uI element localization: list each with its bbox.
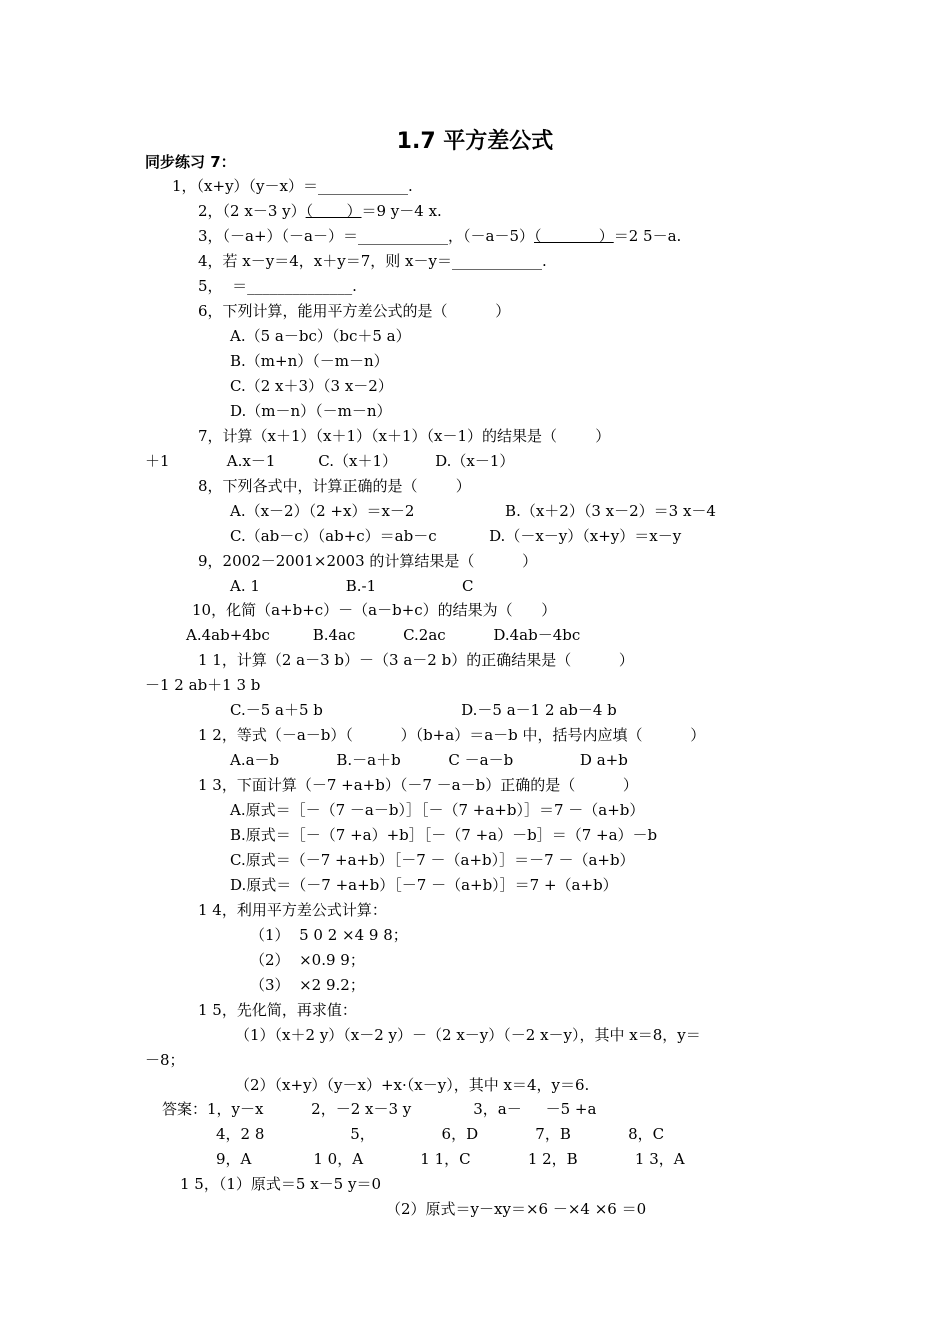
question-9-options: A. 1 B.-1 C — [230, 577, 474, 595]
answers-line-4: 1 5，（1）原式＝5 x－5 y＝0 — [180, 1175, 381, 1193]
section-subtitle: 同步练习 7： — [145, 153, 236, 171]
question-6: 6，下列计算，能用平方差公式的是（ ） — [198, 302, 511, 320]
question-14-part-3: （3） ×2 9.2； — [250, 976, 365, 994]
question-10: 10，化简（a+b+c）－（a－b+c）的结果为（ ） — [192, 601, 557, 619]
question-11-options-ab: －1 2 ab＋1 3 b — [145, 676, 261, 694]
question-8-options-ab: A.（x－2）（2 +x）＝x－2 B.（x＋2）（3 x－2）＝3 x－4 — [230, 502, 716, 520]
question-15-part-1: （1）（x＋2 y）（x－2 y）－（2 x－y）（－2 x－y），其中 x＝8，y＝ — [235, 1026, 701, 1044]
question-11-options-cd: C.－5 a＋5 b D.－5 a－1 2 ab－4 b — [230, 701, 617, 719]
question-15: 1 5，先化简，再求值： — [198, 1001, 357, 1019]
question-5: 5， ＝______________. — [198, 277, 357, 295]
answers-line-5: （2）原式＝y－xy＝×6 －×4 ×6 ＝0 — [386, 1200, 647, 1218]
question-4: 4，若 x－y＝4，x＋y＝7，则 x－y＝____________. — [198, 252, 547, 270]
question-8-options-cd: C.（ab－c）（ab+c）＝ab－c D.（－x－y）（x+y）＝x－y — [230, 527, 682, 545]
answers-line-2: 4，2 8 5， 6，D 7，B 8，C — [216, 1125, 665, 1143]
question-15-part-2: （2）（x+y）（y－x）+x·（x－y），其中 x＝4，y＝6. — [235, 1076, 590, 1094]
answers-line-3: 9，A 1 0，A 1 1，C 1 2，B 1 3，A — [216, 1150, 685, 1168]
question-3-result: ＝2 5－a. — [613, 227, 682, 245]
question-10-options: A.4ab+4bc B.4ac C.2ac D.4ab－4bc — [186, 626, 581, 644]
question-11: 1 1，计算（2 a－3 b）－（3 a－2 b）的正确结果是（ ） — [198, 651, 634, 669]
question-13-option-c: C.原式＝（－7 +a+b）［－7 －（a+b）］＝－7 －（a+b） — [230, 851, 635, 869]
question-2-blank: （ ） — [305, 202, 362, 220]
question-13-option-a: A.原式＝［－（7 －a－b）］［－（7 +a+b）］＝7 －（a+b） — [230, 801, 645, 819]
question-14: 1 4，利用平方差公式计算： — [198, 901, 387, 919]
question-14-part-1: （1） 5 0 2 ×4 9 8； — [250, 926, 408, 944]
page-title: 1.7 平方差公式 — [396, 129, 554, 154]
question-1: 1，（x+y）（y－x）＝____________. — [172, 177, 413, 195]
question-3-blank: （ ） — [534, 227, 614, 245]
question-3 — [198, 226, 681, 246]
question-12: 1 2，等式（－a－b）（ ）（b+a）＝a－b 中，括号内应填（ ） — [198, 726, 706, 744]
question-6-option-b: B.（m+n）（－m－n） — [230, 352, 389, 370]
question-6-option-c: C.（2 x＋3）（3 x－2） — [230, 377, 393, 395]
question-12-options: A.a－b B.－a＋b C －a－b D a+b — [230, 751, 628, 769]
question-7: 7，计算（x＋1）（x＋1）（x＋1）（x－1）的结果是（ ） — [198, 427, 611, 445]
question-3-stem: 3，（－a+）（－a－）＝____________，（－a－5） — [198, 227, 534, 245]
question-9: 9，2002－2001×2003 的计算结果是（ ） — [198, 552, 538, 570]
question-14-part-2: （2） ×0.9 9； — [250, 951, 365, 969]
question-13-option-b: B.原式＝［－（7 +a）+b］［－（7 +a）－b］＝（7 +a）－b — [230, 826, 658, 844]
answers-line-1: 答案：1，y－x 2，－2 x－3 y 3，a－ －5 +a — [162, 1100, 597, 1118]
question-8: 8，下列各式中，计算正确的是（ ） — [198, 477, 471, 495]
question-6-option-d: D.（m－n）（－m－n） — [230, 402, 392, 420]
question-13: 1 3，下面计算（－7 +a+b）（－7 －a－b）正确的是（ ） — [198, 776, 638, 794]
question-6-option-a: A.（5 a－bc）（bc＋5 a） — [230, 327, 411, 345]
question-7-options: ＋1 A.x－1 C.（x＋1） D.（x－1） — [145, 452, 515, 470]
question-15-part-1-cont: －8； — [145, 1051, 185, 1069]
question-2 — [198, 201, 442, 221]
question-2-stem: 2，（2 x－3 y） — [198, 202, 306, 220]
question-13-option-d: D.原式＝（－7 +a+b）［－7 －（a+b）］＝7 +（a+b） — [230, 876, 618, 894]
question-2-result: ＝9 y－4 x. — [361, 202, 442, 220]
